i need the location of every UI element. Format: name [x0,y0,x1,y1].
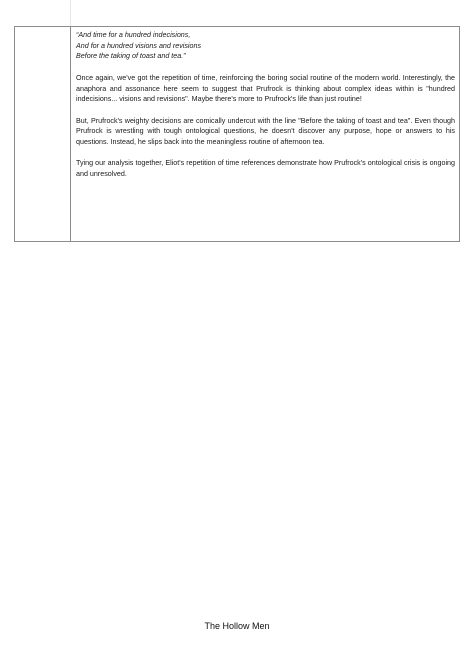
analysis-table [14,26,460,242]
table-left-column [15,27,71,241]
quote-line-3: Before the taking of toast and tea.” [76,52,186,61]
section-title: The Hollow Men [204,621,270,631]
analysis-paragraph-3: Tying our analysis together, Eliot's repetition of time references demonstrate how Prufrock's ontological crisis is ongoing and unresolved. [76,159,455,179]
poem-quote [76,30,455,62]
analysis-paragraph-2: But, Prufrock's weighty decisions are comically undercut with the line "Before the taking of toast and tea". Even though Prufrock is wrestling with tough ontological questions, he doesn't discover any purpose, hope or answers to his questions. Instead, he slips back into the meaningless routine of afternoon tea. [76,116,455,146]
table-right-column [71,27,459,241]
analysis-paragraph-1: Once again, we've got the repetition of time, reinforcing the boring social routine of the modern world. Interestingly, the anaphora and assonance here seem to suggest that Prufrock is thinking about complex ideas within is "hundred indecisions... visions and revisions". Maybe there's more to Prufrock's life than just routine! [76,73,455,104]
header-remnant [14,0,460,26]
header-remnant-left-cell [14,0,71,26]
quote-line-1: “And time for a hundred indecisions, [76,31,191,39]
quote-line-2: And for a hundred visions and revisions [76,41,202,50]
